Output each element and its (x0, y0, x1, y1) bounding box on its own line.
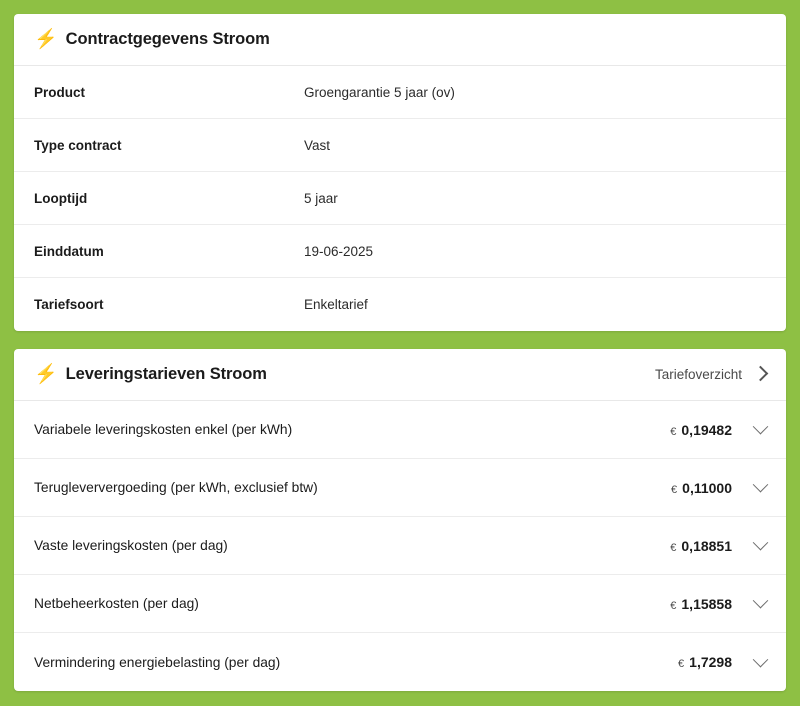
tariff-amount (678, 654, 732, 670)
chevron-down-icon (753, 535, 769, 551)
expand-toggle[interactable] (732, 598, 766, 609)
tariff-label: Vermindering energiebelasting (per dag) (34, 654, 281, 670)
currency-symbol: € (670, 599, 677, 612)
row-value: Vast (304, 137, 331, 153)
expand-toggle[interactable] (732, 424, 766, 435)
chevron-right-icon (755, 367, 766, 382)
expand-toggle[interactable] (732, 540, 766, 551)
row-label: Product (34, 84, 86, 100)
tariffs-card-header (14, 349, 786, 401)
tariff-value: 1,15858 (681, 595, 732, 612)
tariff-row[interactable] (14, 459, 786, 517)
contract-card-header (14, 14, 786, 66)
table-row (14, 278, 786, 331)
tariff-value: 0,11000 (682, 479, 732, 496)
currency-symbol: € (671, 483, 678, 496)
table-row (14, 172, 786, 225)
tariff-value: 0,18851 (681, 537, 732, 554)
tariff-row[interactable] (14, 633, 786, 691)
chevron-down-icon (753, 651, 769, 667)
tariff-label: Terugleververgoeding (per kWh, exclusief btw) (34, 480, 318, 495)
tariff-label: Vaste leveringskosten (per dag) (34, 538, 228, 553)
tariffs-card (14, 349, 786, 691)
lightning-bolt-icon: ⚡ (34, 29, 58, 50)
tariff-value: 0,19482 (681, 421, 732, 438)
tariff-label: Variabele leveringskosten enkel (per kWh) (34, 422, 293, 437)
table-row (14, 119, 786, 172)
row-label: Tariefsoort (34, 297, 104, 312)
currency-symbol: € (670, 541, 677, 554)
tariff-row[interactable] (14, 575, 786, 633)
chevron-down-icon (753, 593, 769, 609)
row-value: Enkeltarief (304, 297, 368, 312)
tariff-amount (670, 596, 732, 612)
row-label: Einddatum (34, 243, 104, 259)
row-value: 5 jaar (304, 190, 338, 206)
tariff-amount (670, 422, 732, 438)
tariff-row[interactable] (14, 401, 786, 459)
chevron-down-icon (753, 419, 769, 435)
row-label: Looptijd (34, 190, 88, 206)
currency-symbol: € (678, 658, 685, 670)
tariff-row[interactable] (14, 517, 786, 575)
tariffs-card-title: Leveringstarieven Stroom (65, 365, 267, 383)
lightning-bolt-icon: ⚡ (34, 364, 58, 385)
row-label: Type contract (34, 137, 122, 153)
row-value: Groengarantie 5 jaar (ov) (304, 84, 455, 100)
expand-toggle[interactable] (732, 657, 766, 668)
contract-card-title: Contractgegevens Stroom (65, 30, 270, 48)
currency-symbol: € (670, 425, 677, 438)
tariff-overview-link[interactable] (655, 367, 766, 382)
row-value: 19-06-2025 (304, 243, 374, 259)
tariff-label: Netbeheerkosten (per dag) (34, 596, 199, 611)
table-row (14, 225, 786, 278)
contract-details-card (14, 14, 786, 331)
expand-toggle[interactable] (732, 482, 766, 493)
tariff-overview-label: Tariefoverzicht (654, 367, 742, 382)
table-row (14, 66, 786, 119)
tariff-amount (671, 480, 732, 496)
tariff-amount (670, 538, 732, 554)
tariff-value: 1,7298 (689, 654, 732, 670)
chevron-down-icon (753, 477, 769, 493)
